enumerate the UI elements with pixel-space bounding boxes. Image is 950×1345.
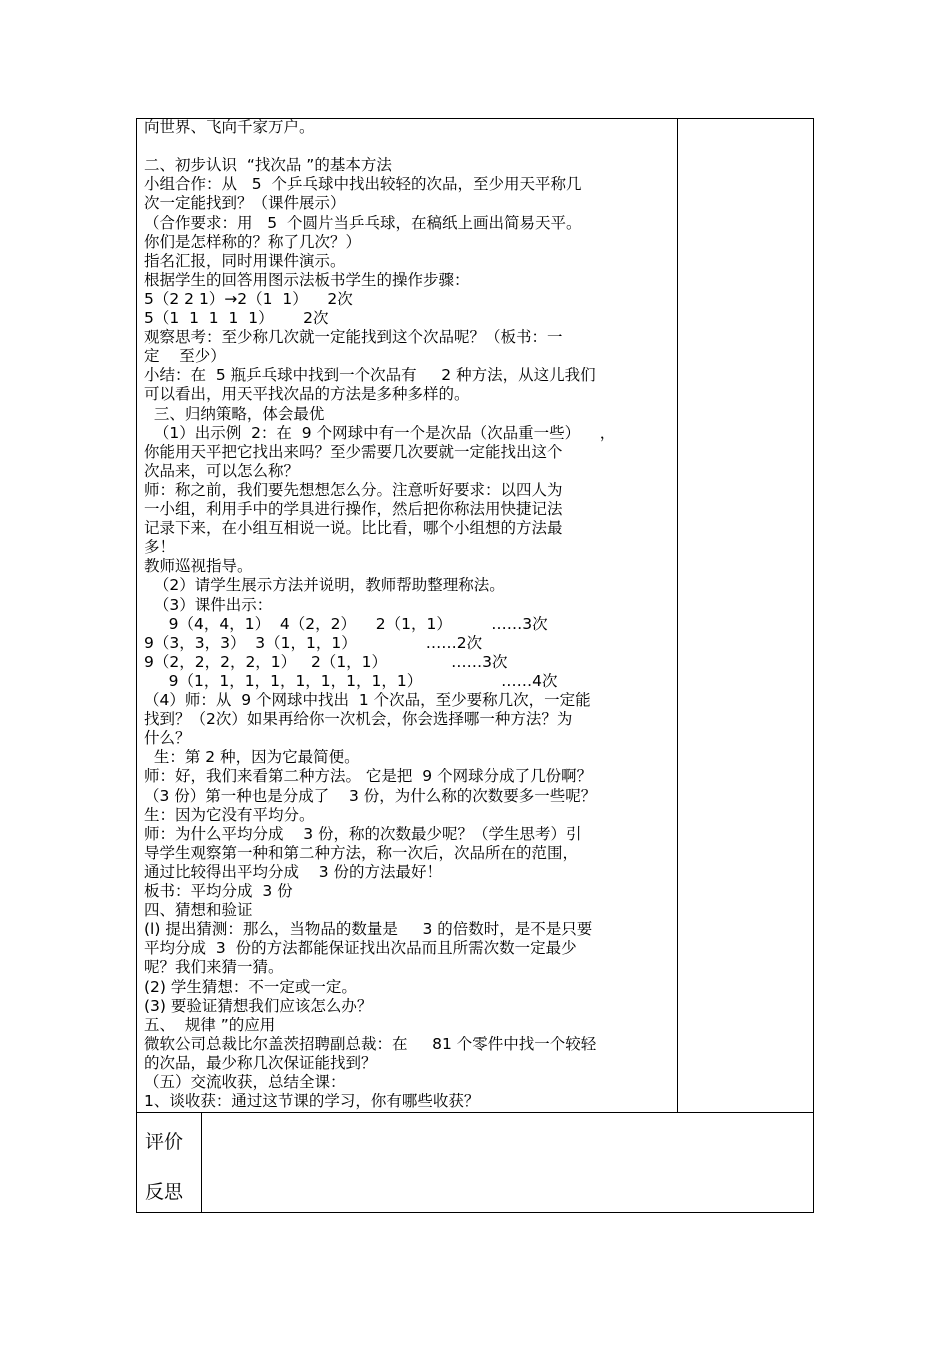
evaluation-content-cell xyxy=(201,1112,814,1213)
lesson-line: 你们是怎样称的？称了几次？） xyxy=(144,232,362,251)
lesson-line: （3 份）第一种也是分成了 3 份，为什么称的次数要多一些呢？ xyxy=(144,786,597,805)
lesson-line: 生：因为它没有平均分。 xyxy=(144,805,315,824)
lesson-line: 定 至少） xyxy=(144,347,226,366)
lesson-line: 三、归纳策略，体会最优 xyxy=(144,404,325,423)
lesson-line: 5（1 1 1 1 1） 2次 xyxy=(144,309,329,327)
lesson-line: 9（1，1，1，1，1，1，1，1，1） ……4次 xyxy=(144,671,558,690)
lesson-line: （五）交流收获，总结全课： xyxy=(144,1073,346,1091)
lesson-line: 四、猜想和验证 xyxy=(144,901,253,920)
lesson-line: （1）出示例 2：在 9 个网球中有一个是次品（次品重一些） ， xyxy=(144,423,616,442)
lesson-line: （2）请学生展示方法并说明，教师帮助整理称法。 xyxy=(144,576,505,595)
lesson-line: 教师巡视指导。 xyxy=(144,557,253,576)
lesson-line: 次一定能找到？（课件展示） xyxy=(144,194,346,213)
lesson-line: 师：好，我们来看第二种方法。 它是把 9 个网球分成了几份啊？ xyxy=(144,767,593,786)
evaluation-label-bottom: 反思 xyxy=(145,1181,184,1203)
lesson-line: 微软公司总裁比尔盖茨招聘副总裁：在 81 个零件中找一个较轻 xyxy=(144,1034,597,1053)
lesson-line: 师：为什么平均分成 3 份，称的次数最少呢？（学生思考）引 xyxy=(144,824,582,843)
lesson-line: 次品来，可以怎么称？ xyxy=(144,461,300,480)
lesson-line: 的次品，最少称几次保证能找到？ xyxy=(144,1053,377,1072)
lesson-line: 观察思考：至少称几次就一定能找到这个次品呢？（板书：一 xyxy=(144,328,563,347)
lesson-line: (3) 要验证猜想我们应该怎么办？ xyxy=(144,996,373,1015)
lesson-line: 生：第 2 种，因为它最简便。 xyxy=(144,748,360,767)
lesson-line: 记录下来，在小组互相说一说。比比看，哪个小组想的方法最 xyxy=(144,519,563,538)
lesson-line: 五、 规律 ”的应用 xyxy=(144,1015,276,1034)
lesson-line: （合作要求：用 5 个圆片当乒乓球，在稿纸上画出简易天平。 xyxy=(144,213,582,232)
lesson-line: 你能用天平把它找出来吗？至少需要几次要就一定能找出这个 xyxy=(144,442,563,461)
evaluation-label-top: 评价 xyxy=(145,1131,184,1153)
lesson-line: 导学生观察第一种和第二种方法，称一次后，次品所在的范围， xyxy=(144,843,579,862)
lesson-line: （4）师：从 9 个网球中找出 1 个次品，至少要称几次，一定能 xyxy=(144,691,591,709)
lesson-line: 多！ xyxy=(144,538,176,557)
lesson-line: 可以看出，用天平找次品的方法是多种多样的。 xyxy=(144,385,470,404)
lesson-line: （3）课件出示： xyxy=(144,595,273,614)
lesson-line: 1、谈收获：通过这节课的学习，你有哪些收获？ xyxy=(144,1092,480,1111)
notes-column-cell xyxy=(677,118,814,1113)
lesson-line: 板书：平均分成 3 份 xyxy=(144,882,293,900)
lesson-line: 小结：在 5 瓶乒乓球中找到一个次品有 2 种方法，从这儿我们 xyxy=(144,366,596,385)
lesson-line: 通过比较得出平均分成 3 份的方法最好！ xyxy=(144,862,442,881)
lesson-line: 二、初步认识 “找次品 ”的基本方法 xyxy=(144,156,392,175)
lesson-line: 平均分成 3 份的方法都能保证找出次品而且所需次数一定最少 xyxy=(144,939,577,958)
lesson-line: 呢？我们来猜一猜。 xyxy=(144,958,284,977)
lesson-line: 指名汇报，同时用课件演示。 xyxy=(144,251,346,270)
lesson-line: 小组合作：从 5 个乒乓球中找出较轻的次品，至少用天平称几 xyxy=(144,175,582,194)
lesson-line: 向世界、飞向千家万户。 xyxy=(144,118,315,136)
lesson-line: 找到？（2次）如果再给你一次机会，你会选择哪一种方法？为 xyxy=(144,710,573,729)
lesson-line: 一小组，利用手中的学具进行操作，然后把你称法用快捷记法 xyxy=(144,500,563,518)
lesson-line: 师：称之前，我们要先想想怎么分。注意听好要求：以四人为 xyxy=(144,480,563,499)
lesson-line: 根据学生的回答用图示法板书学生的操作步骤： xyxy=(144,270,470,289)
lesson-line: 9（3，3，3） 3（1，1，1） ……2次 xyxy=(144,633,483,652)
lesson-line: (l) 提出猜测：那么，当物品的数量是 3 的倍数时，是不是只要 xyxy=(144,920,593,939)
lesson-line: 9（4，4，1） 4（2，2） 2（1，1） ……3次 xyxy=(144,614,548,633)
lesson-line: 5（2 2 1）→2（1 1） 2次 xyxy=(144,289,353,308)
lesson-line: 什么？ xyxy=(144,729,191,748)
lesson-line: (2) 学生猜想：不一定或一定。 xyxy=(144,977,357,996)
lesson-line: 9（2，2，2，2，1） 2（1，1） ……3次 xyxy=(144,652,508,671)
